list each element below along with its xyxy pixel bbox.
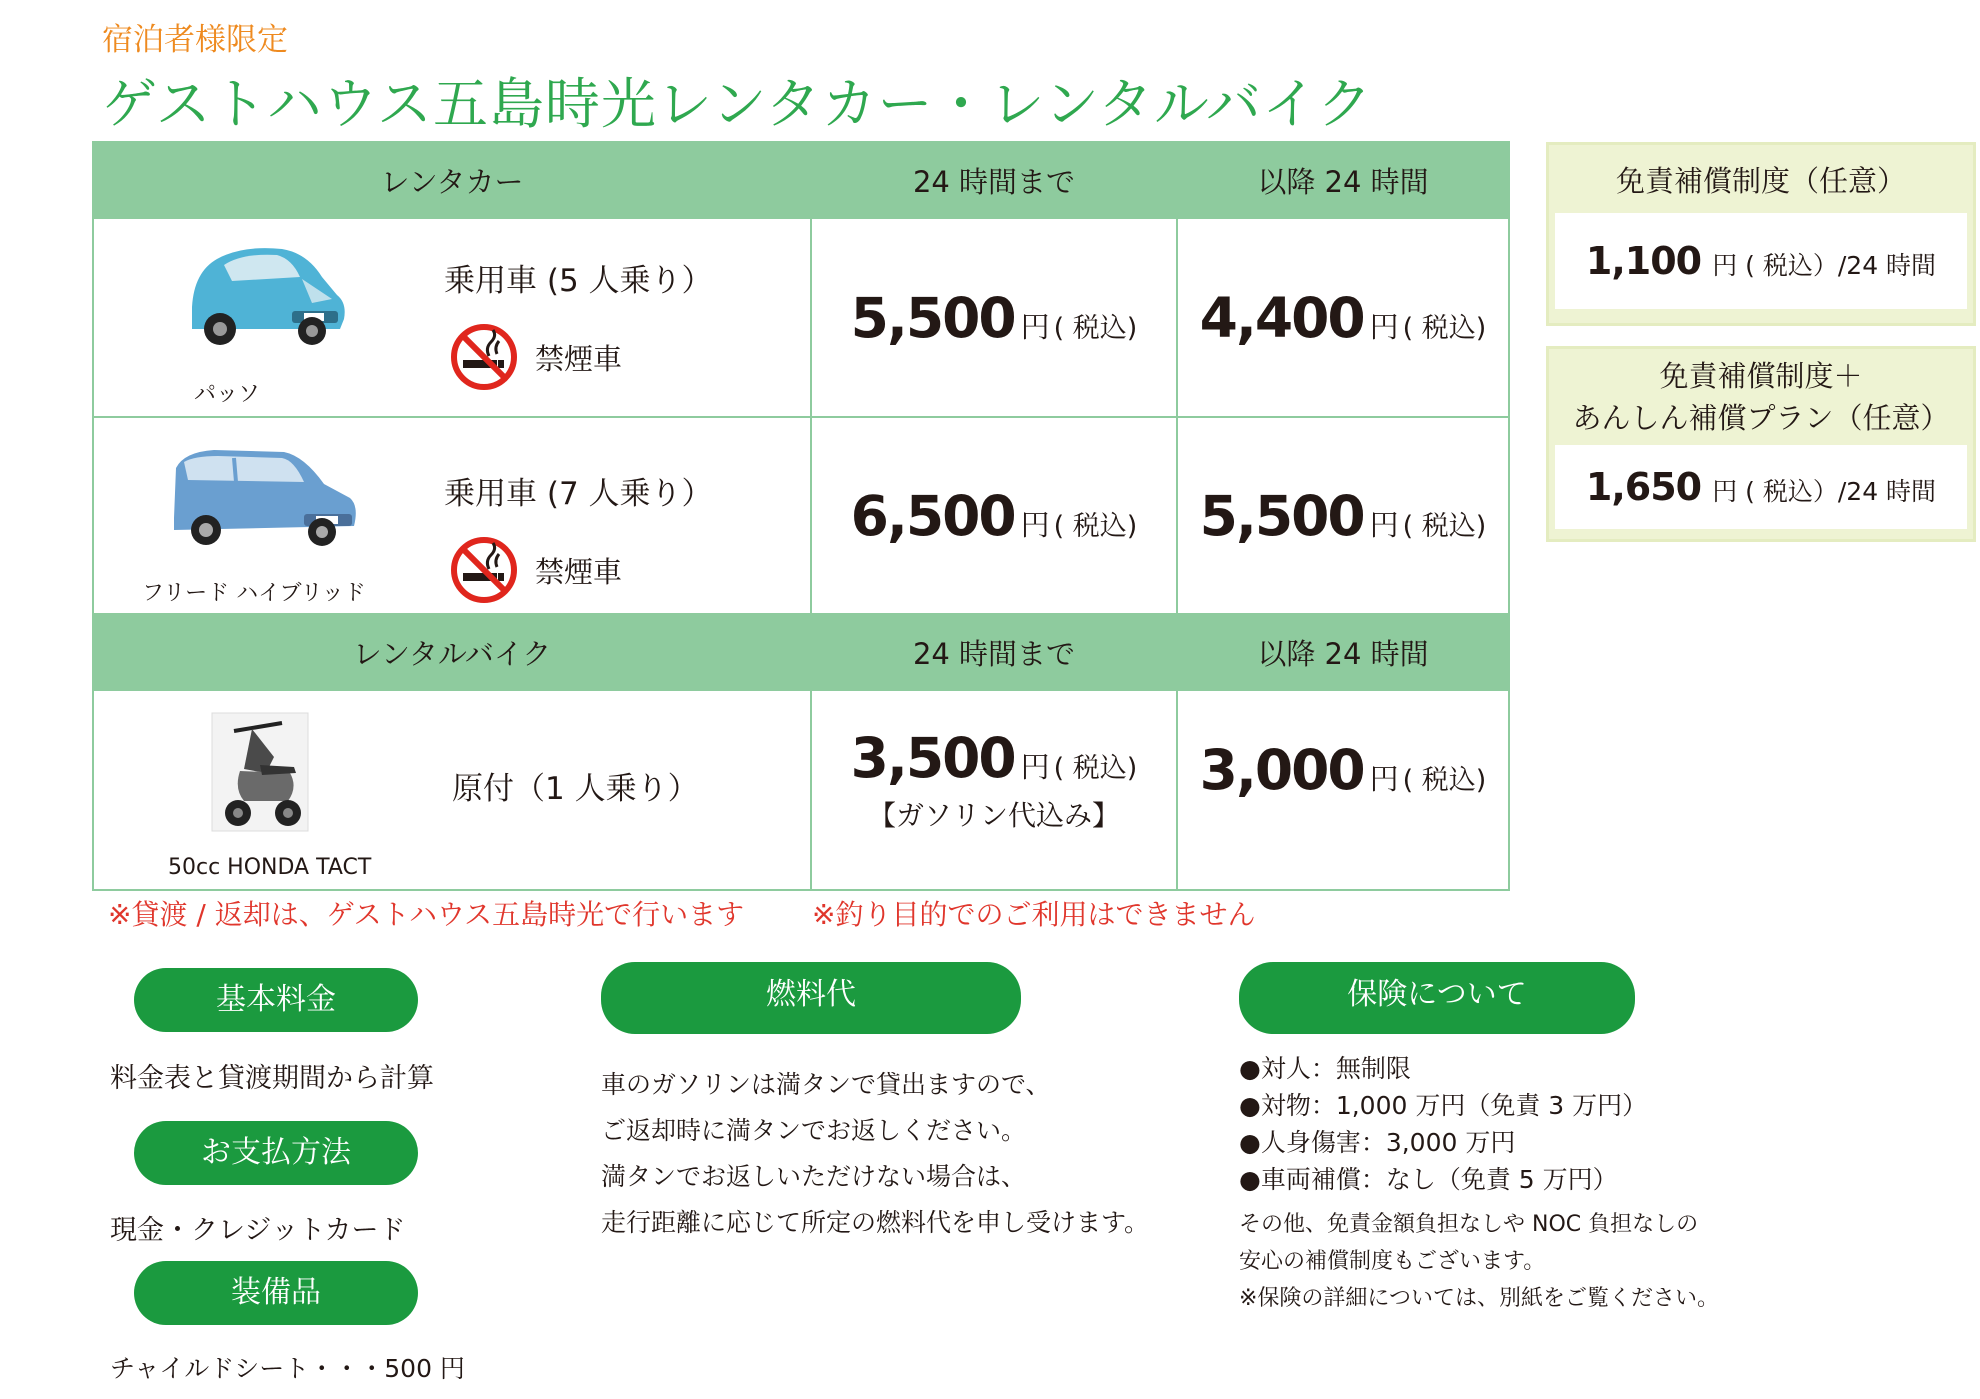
insurance-note-line: 安心の補償制度もございます。 (1239, 1249, 1546, 1274)
no-smoking-badge (449, 322, 622, 392)
price-cell (811, 218, 1177, 417)
insurance-option-title (1549, 349, 1973, 445)
car-table-header (93, 142, 1509, 218)
payment-heading: お支払方法 (134, 1121, 418, 1185)
price-tax: ( 税込) (1053, 510, 1138, 542)
insurance-details-note (1239, 1206, 1719, 1317)
col-after-label: 以降 24 時間 (1257, 164, 1429, 199)
bike-model-label: 50cc HONDA TACT (168, 855, 372, 880)
table-row (93, 218, 1509, 417)
fuel-text-line: ご返却時に満タンでお返しください。 (601, 1116, 1027, 1145)
car-heading: レンタカー (380, 164, 524, 199)
price-unit: 円 (1369, 507, 1399, 542)
equipment-text: チャイルドシート・・・500 円 (110, 1354, 465, 1383)
car-type-label: 乗用車 (7 人乗り） (444, 476, 713, 512)
insurance-coverage-item: ●車両補償：なし（免責 5 万円） (1239, 1165, 1618, 1194)
fuel-heading: 燃料代 (601, 962, 1021, 1034)
price-value: 5,500 (850, 285, 1015, 350)
insurance-note-line: ※保険の詳細については、別紙をご覧ください。 (1239, 1286, 1719, 1311)
price-value: 5,500 (1199, 483, 1364, 548)
car-model-label: パッソ (194, 382, 261, 407)
fuel-text-line: 満タンでお返しいただけない場合は、 (601, 1162, 1027, 1191)
equipment-heading: 装備品 (134, 1261, 418, 1325)
price-tax: ( 税込) (1402, 765, 1487, 796)
price-value: 3,000 (1199, 738, 1364, 802)
fishing-note: ※釣り目的でのご利用はできません (812, 898, 1256, 931)
insurance-coverage-list (1239, 1050, 1647, 1198)
insurance-price-suffix: 円 ( 税込）/24 時間 (1712, 251, 1937, 280)
fuel-text (601, 1062, 1149, 1246)
price-tax: ( 税込) (1402, 510, 1487, 542)
basic-fee-heading: 基本料金 (134, 968, 418, 1032)
bike-image (204, 709, 314, 839)
table-row (93, 417, 1509, 614)
insurance-option-price (1555, 445, 1967, 529)
insurance-option-price (1555, 213, 1967, 309)
insurance-title-line: あんしん補償プラン（任意） (1572, 401, 1950, 435)
price-cell (1177, 690, 1509, 890)
page-subtitle: 宿泊者様限定 (102, 22, 288, 58)
col-after-label: 以降 24 時間 (1257, 636, 1429, 671)
payment-text: 現金・クレジットカード (110, 1215, 406, 1246)
price-cell (811, 417, 1177, 614)
car-model-label: フリード ハイブリッド (142, 581, 366, 606)
insurance-price-value: 1,100 (1585, 239, 1702, 283)
return-location-note: ※貸渡 / 返却は、ゲストハウス五島時光で行います (108, 898, 745, 931)
insurance-option-basic (1546, 142, 1976, 326)
insurance-option-title: 免責補償制度（任意） (1615, 163, 1906, 198)
bike-table-header (93, 614, 1509, 690)
price-unit: 円 (1020, 507, 1050, 542)
car-image (172, 237, 352, 347)
table-row (93, 690, 1509, 890)
insurance-coverage-item: ●対物：1,000 万円（免責 3 万円） (1239, 1091, 1648, 1120)
insurance-coverage-item: ●対人：無制限 (1239, 1054, 1411, 1083)
insurance-title-line: 免責補償制度＋ (1659, 359, 1863, 393)
fuel-text-line: 走行距離に応じて所定の燃料代を申し受けます。 (601, 1208, 1150, 1237)
price-tax: ( 税込) (1053, 312, 1138, 344)
no-smoking-icon (449, 535, 519, 605)
price-cell (811, 690, 1177, 890)
price-cell (1177, 218, 1509, 417)
gasoline-included-note: 【ガソリン代込み】 (867, 799, 1120, 832)
basic-fee-text: 料金表と貸渡期間から計算 (110, 1063, 434, 1094)
price-tax: ( 税込) (1402, 312, 1487, 344)
price-unit: 円 (1369, 309, 1399, 344)
insurance-heading: 保険について (1239, 962, 1635, 1034)
price-unit: 円 (1369, 762, 1399, 796)
insurance-price-value: 1,650 (1585, 465, 1702, 509)
page-title: ゲストハウス五島時光レンタカー・レンタルバイク (102, 72, 1373, 136)
col-24h-label: 24 時間まで (912, 164, 1076, 199)
price-value: 3,500 (850, 726, 1015, 790)
bike-type-label: 原付（1 人乗り） (452, 771, 699, 807)
rates-table (92, 141, 1510, 891)
price-value: 4,400 (1199, 285, 1364, 350)
no-smoking-label: 禁煙車 (535, 341, 623, 376)
price-value: 6,500 (850, 483, 1015, 548)
no-smoking-badge (449, 535, 622, 605)
car-type-label: 乗用車 (5 人乗り） (444, 263, 713, 299)
price-unit: 円 (1020, 750, 1050, 784)
price-tax: ( 税込) (1053, 753, 1138, 784)
price-unit: 円 (1020, 309, 1050, 344)
insurance-price-suffix: 円 ( 税込）/24 時間 (1712, 477, 1937, 506)
fuel-text-line: 車のガソリンは満タンで貸出ますので、 (601, 1070, 1051, 1099)
no-smoking-label: 禁煙車 (535, 554, 623, 589)
insurance-note-line: その他、免責金額負担なしや NOC 負担なしの (1239, 1212, 1699, 1237)
no-smoking-icon (449, 322, 519, 392)
insurance-coverage-item: ●人身傷害：3,000 万円 (1239, 1128, 1516, 1157)
insurance-option-anshin (1546, 346, 1976, 542)
col-24h-label: 24 時間まで (912, 636, 1076, 671)
price-cell (1177, 417, 1509, 614)
bike-heading: レンタルバイク (352, 636, 552, 671)
car-image (154, 438, 364, 548)
